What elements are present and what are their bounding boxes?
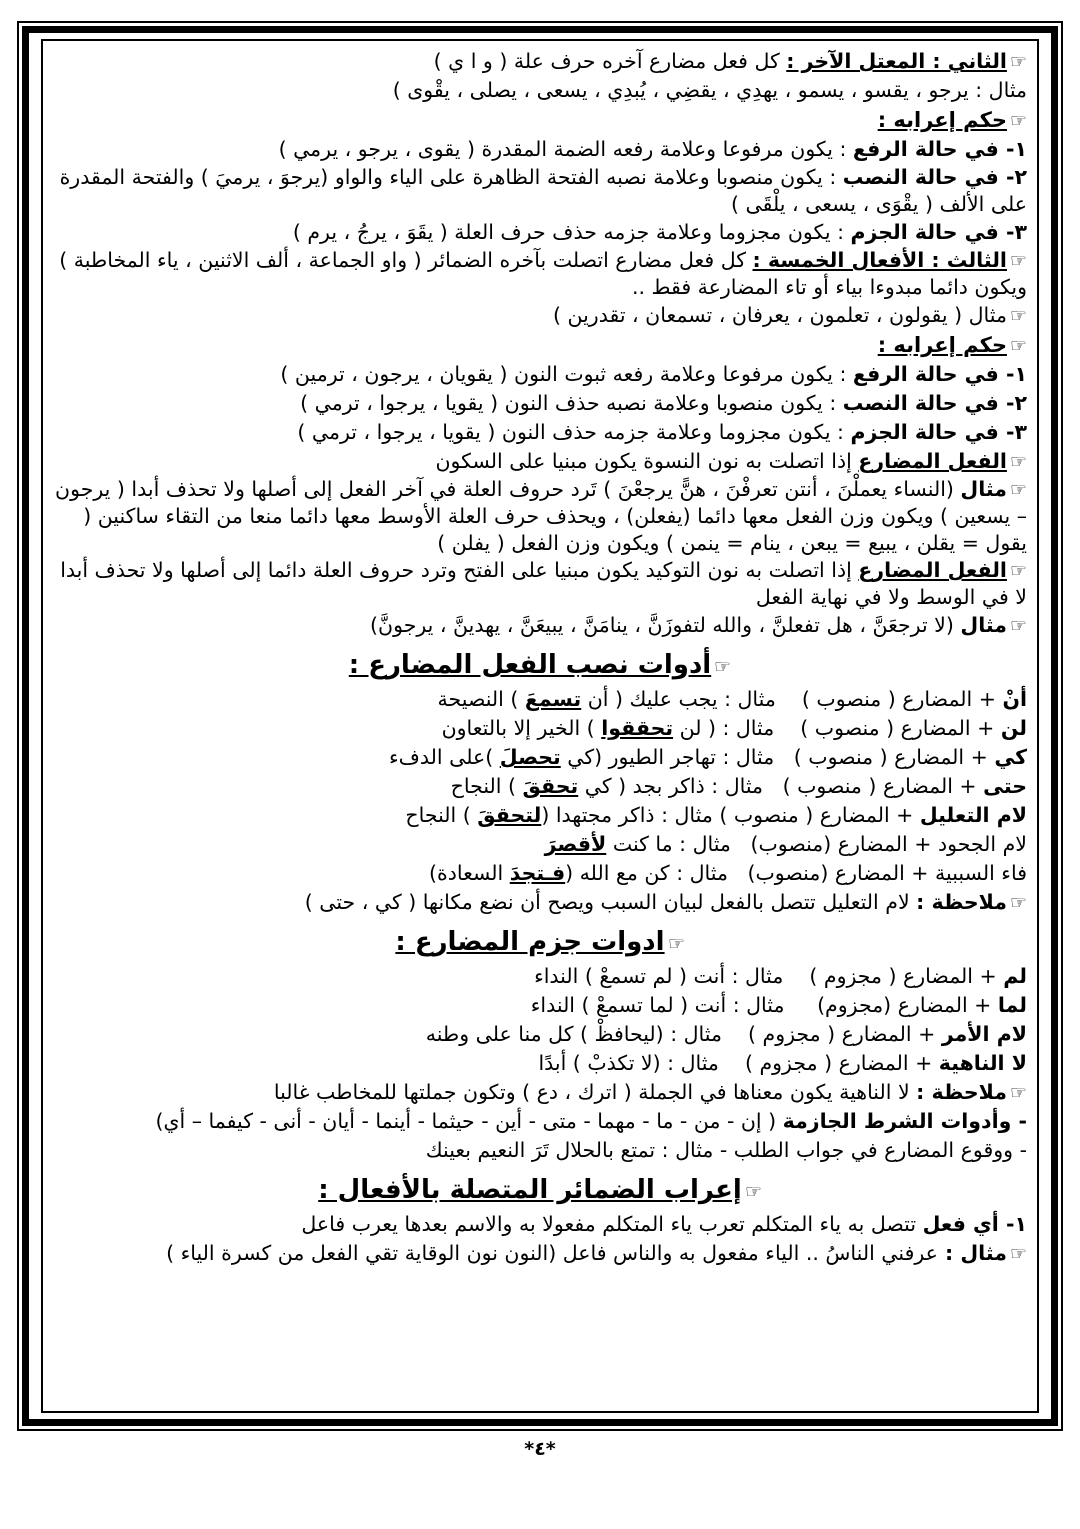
damair-example: ☜مثال : عرفني الناسُ .. الياء مفعول به والناس فاعل (النون نون الوقاية تقي الفعل من كسرة الياء ): [166, 1241, 1027, 1265]
section-title-bold: الثالث : الأفعال الخمسة :: [752, 248, 1007, 272]
afaal-khamsa-rule-jazm: ٣- في حالة الجزم : يكون مجزوما وعلامة جزمه حذف النون ( يقويا ، يرجوا ، ترمي ): [297, 420, 1027, 444]
page-border-frame: [22, 26, 1058, 1426]
jazm-section-heading: ☜ادوات جزم المضارع :: [395, 927, 685, 957]
afaal-khamsa-rule-raf: ١- في حالة الرفع : يكون مرفوعا وعلامة رفعه ثبوت النون ( يقويان ، يرجون ، ترمين ): [280, 362, 1027, 386]
pointing-hand-icon: ☜: [744, 1181, 762, 1203]
pointing-hand-icon: ☜: [1009, 305, 1027, 327]
motal-akhir-rule-heading: ☜حكم إعرابه :: [877, 108, 1027, 132]
damair-section-heading: ☜إعراب الضمائر المتصلة بالأفعال :: [318, 1175, 762, 1205]
section-title-rest: كل فعل مضارع اتصلت بآخره الضمائر ( واو الجماعة ، ألف الاثنين ، ياء المخاطبة ) ويكون دائما مبدوءا بياء أو تاء المضارعة فقط ..: [59, 248, 1027, 299]
pointing-hand-icon: ☜: [1009, 560, 1027, 582]
afaal-khamsa-rule-heading: ☜حكم إعرابه :: [877, 333, 1027, 357]
afaal-khamsa-rule-nasb: ٢- في حالة النصب : يكون منصوبا وعلامة نصبه حذف النون ( يقويا ، يرجوا ، ترمي ): [300, 391, 1027, 415]
jazm-row: لم + المضارع ( مجزوم ) مثال : أنت ( لم تسمعْ ) النداء: [534, 964, 1027, 988]
section-title-rest: كل فعل مضارع آخره حرف علة ( و ا ي ): [433, 49, 787, 73]
section-title-bold: الثاني : المعتل الآخر :: [786, 49, 1007, 73]
pointing-hand-icon: ☜: [1009, 1082, 1027, 1104]
nasb-note: ☜ملاحظة : لام التعليل تتصل بالفعل لبيان السبب ويصح أن نضع مكانها ( كي ، حتى ): [304, 890, 1027, 914]
motal-akhir-example: مثال : يرجو ، يقسو ، يسمو ، يهدِي ، يقضِي ، يُبدِي ، يسعى ، يصلى ، يقْوى ): [392, 78, 1027, 102]
motal-akhir-rule-raf: ١- في حالة الرفع : يكون مرفوعا وعلامة رفعه الضمة المقدرة ( يقوى ، يرجو ، يرمي ): [278, 137, 1027, 161]
noon-tawkid-example: ☜مثال (لا ترجعَنَّ ، هل تفعلنَّ ، والله لتفوزَنَّ ، ينامَنَّ ، يبيعَنَّ ، يهدينَّ ، يرجونَّ): [370, 613, 1027, 637]
nasb-row: لن + المضارع ( منصوب ) مثال : ( لن تحققوا ) الخير إلا بالتعاون: [441, 716, 1027, 740]
jazm-row: لام الأمر + المضارع ( مجزوم ) مثال : (ليحافظْ ) كل منا على وطنه: [425, 1022, 1027, 1046]
pointing-hand-icon: ☜: [667, 933, 685, 955]
jazm-jawab-talab: - ووقوع المضارع في جواب الطلب - مثال : تمتع بالحلال تَرَ النعيم بعينك: [425, 1138, 1027, 1162]
jazm-note: ☜ملاحظة : لا الناهية يكون معناها في الجملة ( اترك ، دع ) وتكون جملتها للمخاطب غالبا: [273, 1080, 1027, 1104]
nasb-row: لام الجحود + المضارع (منصوب) مثال : ما كنت لأقصرَ: [544, 832, 1027, 856]
jazm-row: لما + المضارع (مجزوم) مثال : أنت ( لما تسمعْ ) النداء: [530, 993, 1027, 1017]
noon-niswa-example: ☜مثال (النساء يعملْنَ ، أنتن تعرفْنَ ، هنًّ يرجعْنَ ) تَرد حروف العلة في آخر الفعل إلى أصلها ولا تحذف أبدا ( يرجون – يسعين ) ويكون وزن الفعل معها دائما (يفعلن) ، ويحذف حرف العلة الأوسط معها دائما منعا من التقاء ساكنين ( يقول = يقلن ، يبيع = يبعن ، ينام = ينمن ) ويكون وزن الفعل ( يفلن ): [55, 477, 1027, 555]
nasb-row: حتى + المضارع ( منصوب ) مثال : ذاكر بجد ( كي تحققَ ) النجاح: [450, 774, 1027, 798]
motal-akhir-rule-nasb: ٢- في حالة النصب : يكون منصوبا وعلامة نصبه الفتحة الظاهرة على الياء والواو (يرجوَ ، يرميَ ) والفتحة المقدرة على الألف ( يقْوَى ، يسعى ، يلْقَى ): [59, 165, 1027, 216]
page-number: *٤*: [524, 1438, 556, 1460]
nasb-row: أنْ + المضارع ( منصوب ) مثال : يجب عليك ( أن تسمعَ ) النصيحة: [437, 687, 1027, 711]
noon-niswa-rule: ☜الفعل المضارع إذا اتصلت به نون النسوة يكون مبنيا على السكون: [435, 449, 1027, 473]
motal-akhir-rule-jazm: ٣- في حالة الجزم : يكون مجزوما وعلامة جزمه حذف حرف العلة ( يقَوَ ، يرجُ ، يرم ): [292, 220, 1027, 244]
pointing-hand-icon: ☜: [1009, 250, 1027, 272]
pointing-hand-icon: ☜: [714, 656, 732, 678]
nasb-section-heading: ☜أدوات نصب الفعل المضارع :: [348, 650, 732, 680]
pointing-hand-icon: ☜: [1009, 110, 1027, 132]
nasb-row: لام التعليل + المضارع ( منصوب ) مثال : ذاكر مجتهدا (لتحققَ ) النجاح: [405, 803, 1027, 827]
afaal-khamsa-example: ☜مثال ( يقولون ، تعلمون ، يعرفان ، تسمعان ، تقدرين ): [552, 303, 1027, 327]
jazm-shart-tools: - وأدوات الشرط الجازمة ( إن - من - ما - مهما - متى - أين - حيثما - أينما - أيان - أنى - كيفما – أي): [155, 1109, 1027, 1133]
page-content-area: [41, 39, 1039, 1413]
pointing-hand-icon: ☜: [1009, 451, 1027, 473]
pointing-hand-icon: ☜: [1009, 892, 1027, 914]
damair-rule: ١- أي فعل تتصل به ياء المتكلم تعرب ياء المتكلم مفعولا به والاسم بعدها يعرب فاعل: [301, 1212, 1027, 1236]
section-title-afaal-khamsa: [53, 247, 1027, 301]
pointing-hand-icon: ☜: [1009, 51, 1027, 73]
nasb-row: فاء السببية + المضارع (منصوب) مثال : كن مع الله (فـتجدَ السعادة): [428, 861, 1027, 885]
section-title-motal-akhir: [53, 47, 1027, 76]
pointing-hand-icon: ☜: [1009, 335, 1027, 357]
pointing-hand-icon: ☜: [1009, 479, 1027, 501]
nasb-row: كي + المضارع ( منصوب ) مثال : تهاجر الطيور (كي تحصلَ )على الدفء: [389, 745, 1027, 769]
noon-tawkid-rule: ☜الفعل المضارع إذا اتصلت به نون التوكيد يكون مبنيا على الفتح وترد حروف العلة دائما إلى أصلها ولا تحذف أبدا لا في الوسط ولا في نهاية الفعل: [60, 558, 1027, 609]
pointing-hand-icon: ☜: [1009, 615, 1027, 637]
jazm-row: لا الناهية + المضارع ( مجزوم ) مثال : (لا تكذبْ ) أبدًا: [538, 1051, 1027, 1075]
pointing-hand-icon: ☜: [1009, 1243, 1027, 1265]
